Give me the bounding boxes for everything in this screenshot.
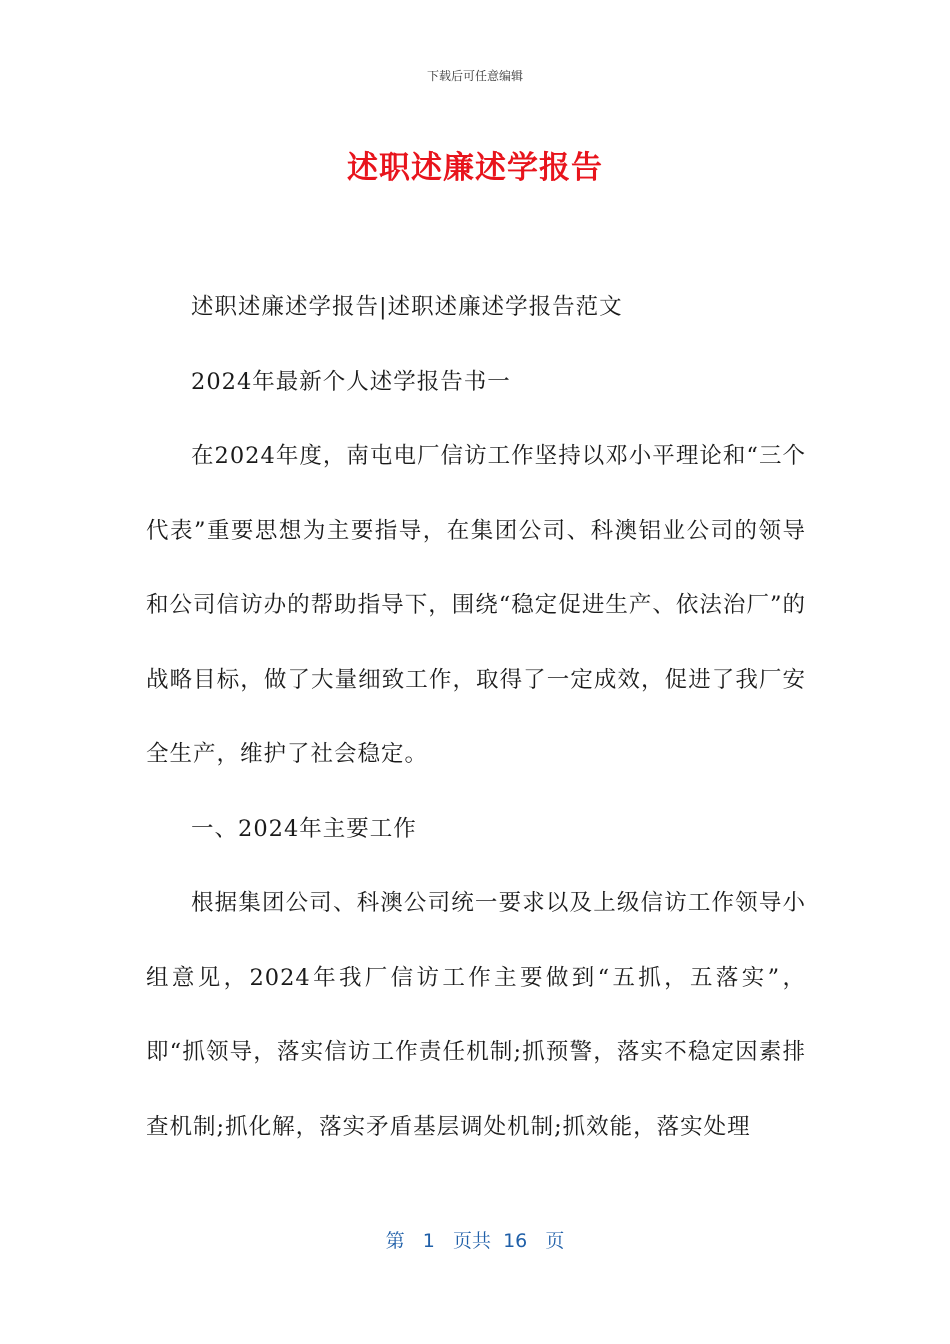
page-footer <box>0 1226 950 1253</box>
footer-label-page-of: 页共 <box>452 1230 491 1252</box>
paragraph: 根据集团公司、科澳公司统一要求以及上级信访工作领导小组意见，2024年我厂信访工作主要做到“五抓，五落实”，即“抓领导，落实信访工作责任机制;抓预警，落实不稳定因素排查机制;抓化解，落实矛盾基层调处机制;抓效能，落实处理 <box>146 890 806 1140</box>
footer-label-page-end: 页 <box>545 1230 565 1252</box>
footer-label-page: 第 <box>385 1230 405 1252</box>
document-body <box>146 270 806 1164</box>
paragraph: 一、2024年主要工作 <box>191 815 417 842</box>
paragraph: 2024年最新个人述学报告书一 <box>191 368 511 395</box>
paragraph: 述职述廉述学报告|述职述廉述学报告范文 <box>191 294 623 320</box>
total-pages-number: 16 <box>503 1230 528 1252</box>
header-note: 下载后可任意编辑 <box>426 69 523 83</box>
document-title: 述职述廉述学报告 <box>347 150 603 186</box>
current-page-number: 1 <box>422 1230 435 1252</box>
paragraph: 在2024年度，南屯电厂信访工作坚持以邓小平理论和“三个代表”重要思想为主要指导，在集团公司、科澳铝业公司的领导和公司信访办的帮助指导下，围绕“稳定促进生产、依法治厂”的战略目标，做了大量细致工作，取得了一定成效，促进了我厂安全生产，维护了社会稳定。 <box>146 443 806 767</box>
